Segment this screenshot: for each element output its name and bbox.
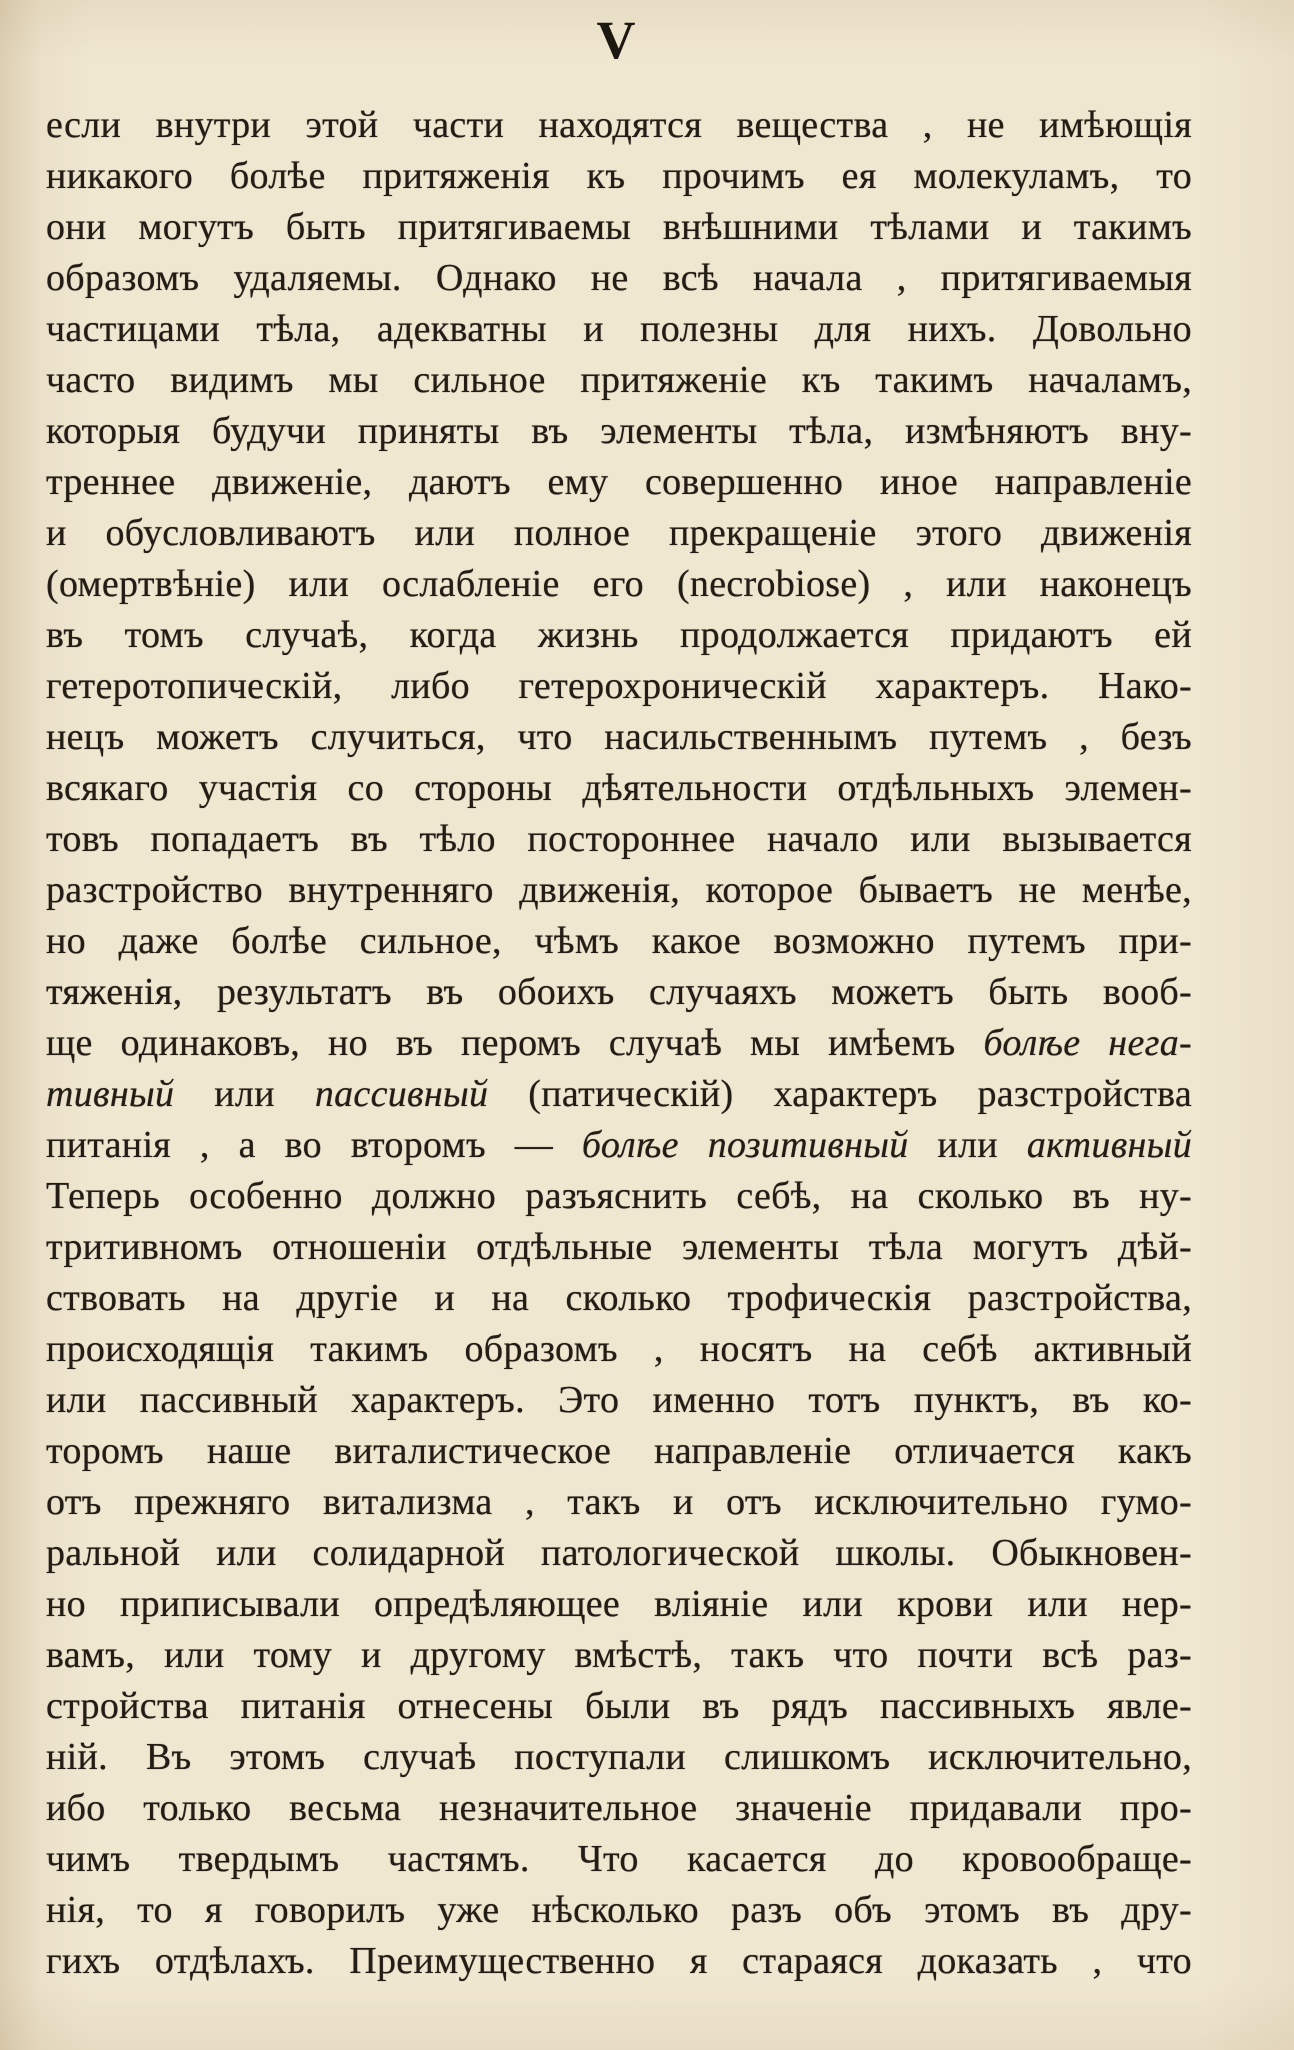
- text-segment: никакого болѣе притяженія къ прочимъ ея молекуламъ, то: [46, 155, 1192, 197]
- text-segment: питанія , а во второмъ —: [46, 1124, 582, 1166]
- text-line: [46, 712, 1192, 763]
- text-segment: въ томъ случаѣ, когда жизнь продолжается придаютъ ей: [46, 614, 1192, 656]
- text-segment: ибо только весьма незначительное значеніе придавали про-: [46, 1787, 1192, 1829]
- text-line: [46, 1834, 1192, 1885]
- text-line: [46, 1579, 1192, 1630]
- text-line: [46, 457, 1192, 508]
- text-segment: торомъ наше виталистическое направленіе отличается какъ: [46, 1430, 1192, 1472]
- text-segment: и обусловливаютъ или полное прекращеніе этого движенія: [46, 512, 1192, 554]
- text-segment: частицами тѣла, адекватны и полезны для нихъ. Довольно: [46, 308, 1192, 350]
- text-line: [46, 1426, 1192, 1477]
- text-segment: ній. Въ этомъ случаѣ поступали слишкомъ исключительно,: [46, 1736, 1192, 1778]
- text-line: [46, 865, 1192, 916]
- text-line: [46, 1783, 1192, 1834]
- text-segment: которыя будучи приняты въ элементы тѣла, измѣняютъ вну-: [46, 410, 1192, 452]
- text-line: [46, 151, 1192, 202]
- text-segment: товъ попадаетъ въ тѣло постороннее начало или вызывается: [46, 818, 1192, 860]
- text-segment: (омертвѣніе) или ослабленіе его (necrobiose) , или наконецъ: [46, 563, 1192, 605]
- text-line: [46, 1375, 1192, 1426]
- text-segment: отъ прежняго витализма , такъ и отъ исключительно гумо-: [46, 1481, 1192, 1523]
- italic-text-segment: активный: [1026, 1124, 1192, 1166]
- text-segment: если внутри этой части находятся вещества , не имѣющія: [46, 104, 1192, 146]
- text-segment: тяженія, результатъ въ обоихъ случаяхъ можетъ быть вооб-: [46, 971, 1192, 1013]
- text-line: [46, 1069, 1192, 1120]
- text-segment: образомъ удаляемы. Однако не всѣ начала , притягиваемыя: [46, 257, 1192, 299]
- text-line: [46, 406, 1192, 457]
- text-segment: (патическій) характеръ разстройства: [488, 1073, 1192, 1115]
- text-segment: чимъ твердымъ частямъ. Что касается до кровообраще-: [46, 1838, 1192, 1880]
- page-number: V: [596, 10, 636, 70]
- text-segment: или: [174, 1073, 315, 1115]
- text-segment: стройства питанія отнесены были въ рядъ пассивныхъ явле-: [46, 1685, 1192, 1727]
- text-segment: нецъ можетъ случиться, что насильственнымъ путемъ , безъ: [46, 716, 1192, 758]
- text-segment: они могутъ быть притягиваемы внѣшними тѣлами и такимъ: [46, 206, 1192, 248]
- text-segment: нія, то я говорилъ уже нѣсколько разъ объ этомъ въ дру-: [46, 1889, 1192, 1931]
- text-line: [46, 100, 1192, 151]
- text-segment: гетеротопическій, либо гетерохроническій характеръ. Нако-: [46, 665, 1192, 707]
- text-segment: треннее движеніе, даютъ ему совершенно иное направленіе: [46, 461, 1192, 503]
- text-line: [46, 1324, 1192, 1375]
- text-segment: тритивномъ отношеніи отдѣльные элементы тѣла могутъ дѣй-: [46, 1226, 1192, 1268]
- text-line: [46, 253, 1192, 304]
- text-segment: часто видимъ мы сильное притяженіе къ такимъ началамъ,: [46, 359, 1192, 401]
- text-line: [46, 559, 1192, 610]
- text-segment: или: [908, 1124, 1027, 1166]
- text-segment: ще одинаковъ, но въ перомъ случаѣ мы имѣемъ: [46, 1022, 984, 1064]
- text-segment: но приписывали опредѣляющее вліяніе или крови или нер-: [46, 1583, 1192, 1625]
- text-line: [46, 1936, 1192, 1987]
- text-segment: происходящія такимъ образомъ , носятъ на себѣ активный: [46, 1328, 1192, 1370]
- text-line: [46, 967, 1192, 1018]
- text-line: [46, 1120, 1192, 1171]
- text-line: [46, 1885, 1192, 1936]
- text-line: [46, 304, 1192, 355]
- italic-text-segment: болѣе нега-: [983, 1022, 1192, 1064]
- text-segment: разстройство внутренняго движенія, которое бываетъ не менѣе,: [46, 869, 1192, 911]
- text-line: [46, 1630, 1192, 1681]
- text-line: [46, 202, 1192, 253]
- text-line: [46, 355, 1192, 406]
- text-line: [46, 1477, 1192, 1528]
- text-line: [46, 610, 1192, 661]
- text-line: [46, 1222, 1192, 1273]
- body-text-block: [46, 100, 1192, 1987]
- text-segment: вамъ, или тому и другому вмѣстѣ, такъ что почти всѣ раз-: [46, 1634, 1192, 1676]
- italic-text-segment: пассивный: [314, 1073, 489, 1115]
- text-line: [46, 1171, 1192, 1222]
- text-line: [46, 508, 1192, 559]
- text-segment: гихъ отдѣлахъ. Преимущественно я стараяся доказать , что: [46, 1940, 1192, 1982]
- text-line: [46, 814, 1192, 865]
- text-segment: всякаго участія со стороны дѣятельности отдѣльныхъ элемен-: [46, 767, 1192, 809]
- text-segment: или пассивный характеръ. Это именно тотъ пунктъ, въ ко-: [46, 1379, 1192, 1421]
- text-line: [46, 1732, 1192, 1783]
- italic-text-segment: тивный: [46, 1073, 175, 1115]
- text-segment: Теперь особенно должно разъяснить себѣ, на сколько въ ну-: [46, 1175, 1192, 1217]
- text-segment: ральной или солидарной патологической школы. Обыкновен-: [46, 1532, 1192, 1574]
- text-line: [46, 763, 1192, 814]
- text-line: [46, 916, 1192, 967]
- text-line: [46, 1528, 1192, 1579]
- italic-text-segment: болѣе позитивный: [581, 1124, 909, 1166]
- text-line: [46, 1018, 1192, 1069]
- text-line: [46, 661, 1192, 712]
- text-line: [46, 1681, 1192, 1732]
- text-segment: ствовать на другіе и на сколько трофическія разстройства,: [46, 1277, 1192, 1319]
- text-segment: но даже болѣе сильное, чѣмъ какое возможно путемъ при-: [46, 920, 1192, 962]
- text-line: [46, 1273, 1192, 1324]
